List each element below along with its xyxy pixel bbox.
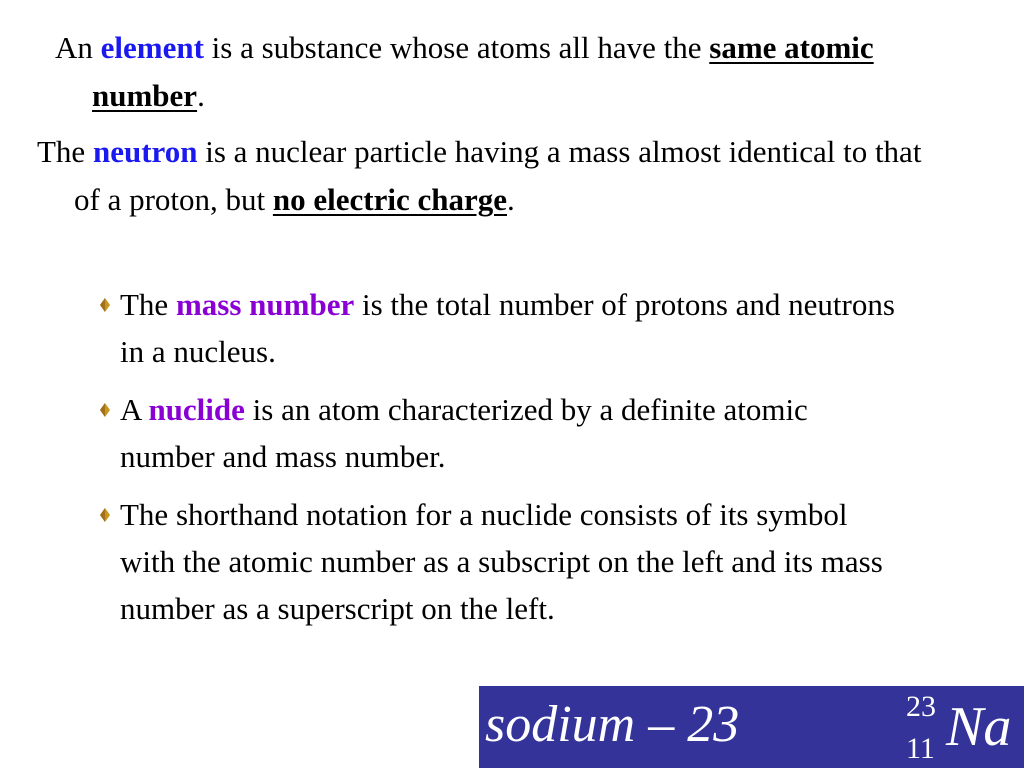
bullet-mass-number xyxy=(96,281,896,375)
neutron-mid: is a nuclear particle having a mass almost identical to that of a proton, but xyxy=(74,134,922,217)
element-definition xyxy=(55,24,932,120)
mass-number-keyword: mass number xyxy=(175,287,355,322)
nuclide-notation-banner xyxy=(479,686,1024,768)
diamond-bullet-icon xyxy=(96,507,118,523)
nuclide-name: sodium – 23 xyxy=(485,696,740,753)
bullet-post: is an atom characterized by a definite atomic number and mass number. xyxy=(120,392,808,474)
neutron-underlined: no electric charge xyxy=(272,182,507,217)
element-mid: is a substance whose atoms all have the xyxy=(203,30,710,65)
element-symbol: Na xyxy=(946,696,1012,758)
diamond-bullet-icon xyxy=(96,402,118,418)
bullet-text xyxy=(96,386,896,480)
atomic-number-subscript: 11 xyxy=(906,732,935,765)
neutron-post: . xyxy=(507,182,515,217)
nuclide-symbol-notation xyxy=(906,692,1021,768)
neutron-keyword: neutron xyxy=(92,134,198,169)
diamond-bullet-icon xyxy=(96,297,118,313)
bullet-post: is the total number of protons and neutrons in a nucleus. xyxy=(120,287,895,369)
mass-number-superscript: 23 xyxy=(906,690,936,723)
bullet-shorthand xyxy=(96,491,896,632)
bullet-nuclide xyxy=(96,386,896,480)
element-underlined: same atomic number xyxy=(92,30,874,113)
nuclide-keyword: nuclide xyxy=(148,392,245,427)
neutron-definition xyxy=(37,128,934,224)
bullet-text xyxy=(96,281,896,375)
element-keyword: element xyxy=(100,30,204,65)
bullet-text: The shorthand notation for a nuclide consists of its symbol with the atomic number as a subscript on the left and its mass number as a superscript on the left. xyxy=(120,497,883,626)
bullet-pre: The xyxy=(120,287,176,322)
bullet-pre: A xyxy=(120,392,149,427)
neutron-pre: The xyxy=(37,134,93,169)
element-post: . xyxy=(197,78,205,113)
element-pre: An xyxy=(55,30,101,65)
